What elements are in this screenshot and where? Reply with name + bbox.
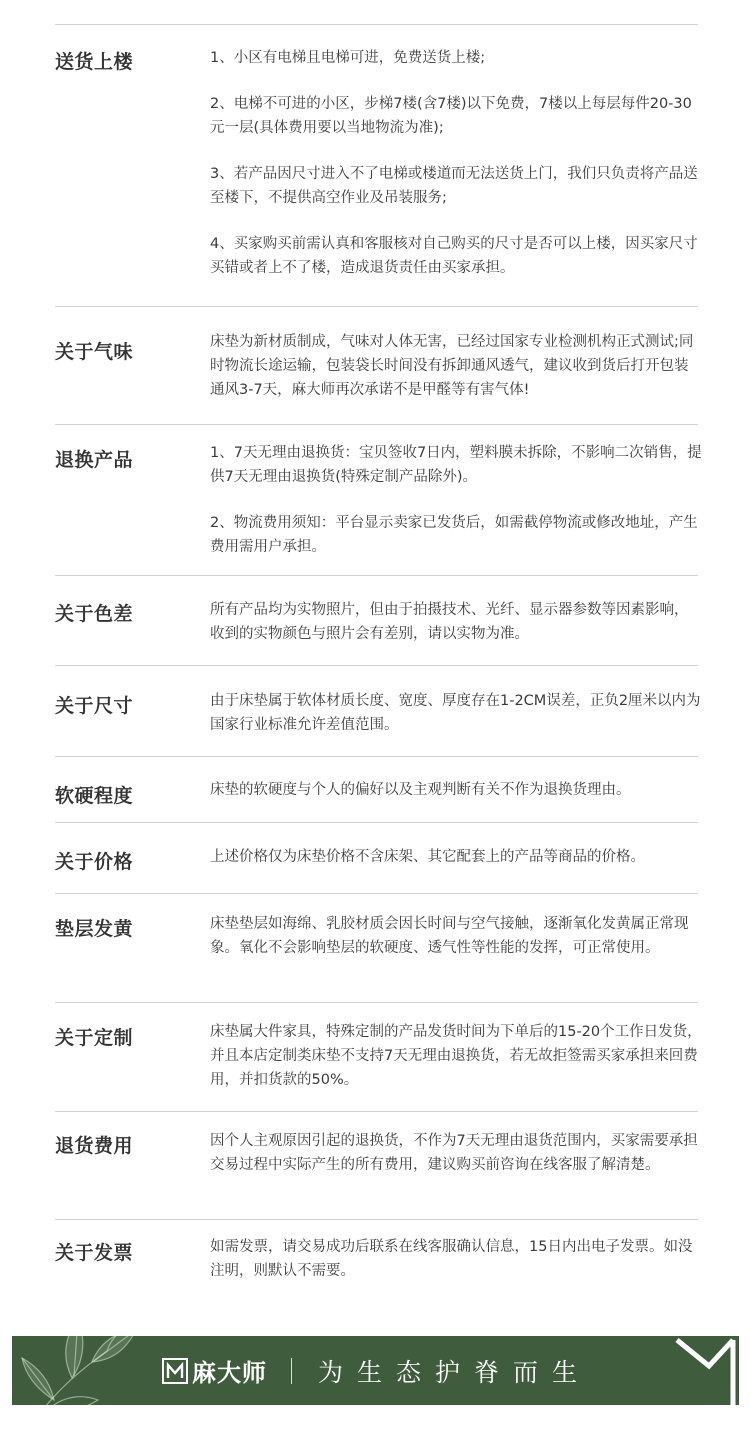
section-content bbox=[210, 1020, 702, 1092]
paragraph: 床垫垫层如海绵、乳胶材质会因长时间与空气接触，逐渐氧化发黄属正常现象。氧化不会影响垫层的软硬度、透气性等性能的发挥，可正常使用。 bbox=[210, 916, 689, 956]
section-title: 送货上楼 bbox=[55, 51, 134, 73]
paragraph: 1、小区有电梯且电梯可进，免费送货上楼; bbox=[210, 50, 486, 66]
paragraph: 1、7天无理由退换货：宝贝签收7日内，塑料膜未拆除，不影响二次销售，提供7天无理由退换货(特殊定制产品除外)。 bbox=[210, 445, 702, 485]
paragraph: 所有产品均为实物照片，但由于拍摄技术、光纤、显示器参数等因素影响，收到的实物颜色与照片会有差别，请以实物为准。 bbox=[210, 602, 689, 642]
section-title: 退换产品 bbox=[55, 449, 134, 471]
section-custom-order bbox=[55, 1002, 702, 1112]
section-price bbox=[55, 822, 698, 894]
section-content bbox=[210, 330, 702, 402]
section-invoice bbox=[55, 1219, 698, 1310]
section-title: 软硬程度 bbox=[55, 785, 134, 807]
section-content bbox=[210, 46, 702, 280]
section-odor bbox=[55, 306, 698, 425]
leaf-branch-icon bbox=[12, 1336, 182, 1405]
section-content bbox=[210, 441, 702, 559]
brand-slogan: 为生态护脊而生 bbox=[318, 1357, 592, 1387]
section-firmness bbox=[55, 756, 698, 823]
section-content bbox=[210, 912, 702, 960]
paragraph: 2、物流费用须知：平台显示卖家已发货后，如需截停物流或修改地址，产生费用需用户承担。 bbox=[210, 515, 698, 555]
banner-divider bbox=[291, 1358, 292, 1384]
paragraph: 4、买家购买前需认真和客服核对自己购买的尺寸是否可以上楼，因买家尺寸买错或者上不了楼，造成退货责任由买家承担。 bbox=[210, 236, 698, 276]
section-title: 关于气味 bbox=[55, 341, 134, 363]
section-content bbox=[210, 598, 702, 646]
paragraph: 床垫属大件家具，特殊定制的产品发货时间为下单后的15-20个工作日发货，并且本店定制类床垫不支持7天无理由退换货，若无故拒签需买家承担来回费用，并扣货款的50%。 bbox=[210, 1024, 702, 1088]
paragraph: 床垫的软硬度与个人的偏好以及主观判断有关不作为退换货理由。 bbox=[210, 782, 631, 798]
section-title: 垫层发黄 bbox=[55, 918, 134, 940]
section-title: 关于定制 bbox=[55, 1027, 134, 1049]
section-title: 关于价格 bbox=[55, 851, 134, 873]
brand-name: 麻大师 bbox=[192, 1359, 267, 1387]
paragraph: 2、电梯不可进的小区，步梯7楼(含7楼)以下免费，7楼以上每层每件20-30元一层(具体费用要以当地物流为准); bbox=[210, 96, 692, 136]
brand-banner bbox=[12, 1336, 739, 1405]
section-title: 退货费用 bbox=[55, 1135, 134, 1157]
section-title: 关于尺寸 bbox=[55, 695, 134, 717]
paragraph: 由于床垫属于软体材质长度、宽度、厚度存在1-2CM误差，正负2厘米以内为国家行业标准允许差值范围。 bbox=[210, 693, 701, 733]
section-layer-yellowing bbox=[55, 893, 698, 1003]
paragraph: 3、若产品因尺寸进入不了电梯或楼道而无法送货上门，我们只负责将产品送至楼下，不提供高空作业及吊装服务; bbox=[210, 166, 698, 206]
brand-group bbox=[162, 1336, 591, 1405]
section-return-exchange bbox=[55, 424, 702, 576]
section-content bbox=[210, 1129, 702, 1177]
section-title: 关于发票 bbox=[55, 1242, 134, 1264]
section-return-cost bbox=[55, 1111, 698, 1220]
section-color-difference bbox=[55, 575, 698, 666]
paragraph: 如需发票，请交易成功后联系在线客服确认信息，15日内出电子发票。如没注明，则默认不需要。 bbox=[210, 1239, 693, 1279]
paragraph: 上述价格仅为床垫价格不含床架、其它配套上的产品等商品的价格。 bbox=[210, 849, 645, 865]
brand-m-logo-icon bbox=[162, 1358, 188, 1384]
section-size bbox=[55, 665, 701, 757]
paragraph: 床垫为新材质制成，气味对人体无害，已经过国家专业检测机构正式测试;同时物流长途运输，包装袋长时间没有拆卸通风透气，建议收到货后打开包装通风3-7天，麻大师再次承诺不是甲醛等有害气体! bbox=[210, 334, 694, 398]
section-title: 关于色差 bbox=[55, 603, 134, 625]
corner-m-mark-icon bbox=[669, 1336, 739, 1405]
paragraph: 因个人主观原因引起的退换货，不作为7天无理由退货范围内，买家需要承担交易过程中实际产生的所有费用，建议购买前咨询在线客服了解清楚。 bbox=[210, 1133, 698, 1173]
section-content bbox=[210, 778, 702, 802]
section-content bbox=[210, 1235, 702, 1283]
section-delivery bbox=[55, 24, 698, 307]
section-content bbox=[210, 845, 702, 869]
section-content bbox=[210, 689, 702, 737]
